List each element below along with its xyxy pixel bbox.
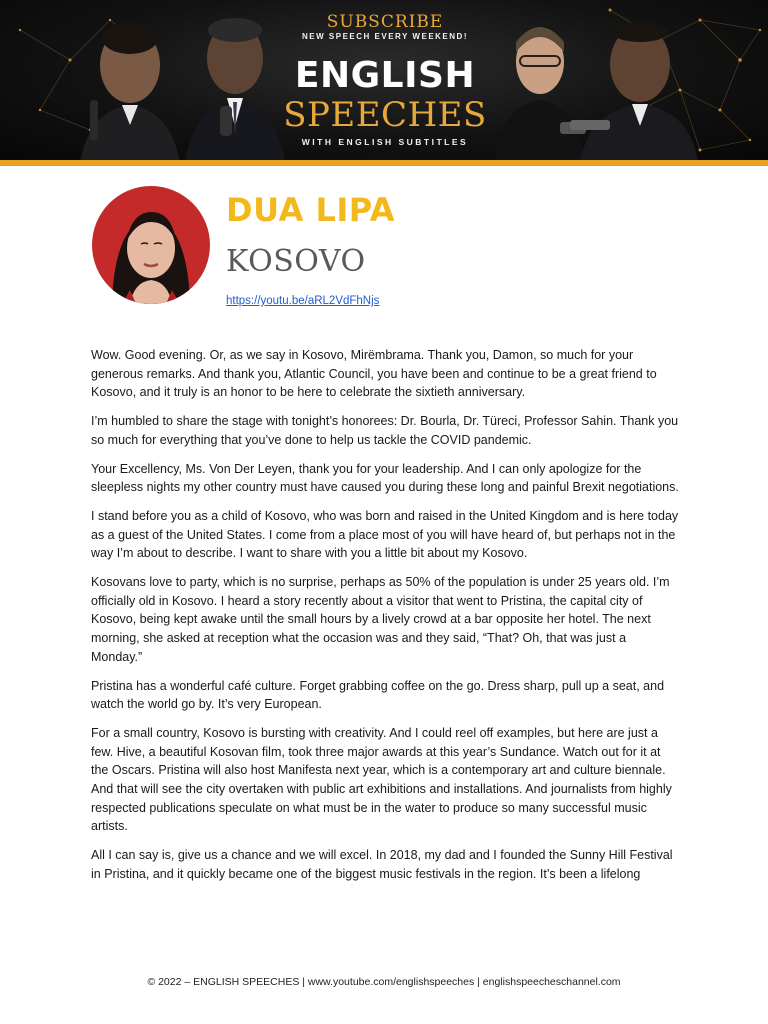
paragraph: I stand before you as a child of Kosovo, who was born and raised in the United Kingdom and is here today as a guest of the United States. I come from a place most of you will have heard of, but perhaps not in the way I’m about to describe. I want to share with you a little bit about my Kosovo.: [91, 508, 679, 561]
paragraph: For a small country, Kosovo is bursting with creativity. And I could reel off examples, but here are just a few. Hive, a beautiful Kosovan film, took three major awards at this year’s Sundance. Watch out for it at the Oscars. Pristina will also host Manifesta next year, which is a contemporary art and culture biennale. And that will see the city overtaken with public art exhibitions and installations. And journalists from highly respected publications speculate on what must be in the water to produce so many successful music artists.: [91, 725, 672, 834]
video-link[interactable]: https://youtu.be/aRL2VdFhNjs: [226, 295, 380, 307]
tagline: NEW SPEECH EVERY WEEKEND!: [302, 32, 468, 41]
paragraph: All I can say is, give us a chance and we will excel. In 2018, my dad and I founded the Sunny Hill Festival in Pristina, and it quickly became one of the biggest music festivals in the region. It’s been a lifelong: [91, 848, 673, 881]
brand-title-line2: SPEECHES: [283, 95, 487, 135]
paragraph: Kosovans love to party, which is no surprise, perhaps as 50% of the population is under 25 years old. I’m officially old in Kosovo. I heard a story recently about a visitor that went to Pristina, the capital city of Kosovo, being kept awake until the small hours by a lively crowd at a bar opposite her hotel. The next morning, she asked at reception what the occasion was and they said, “That? Oh, that was just a Monday.”: [91, 575, 670, 664]
paragraph: Wow. Good evening. Or, as we say in Kosovo, Mirëmbrama. Thank you, Damon, so much for your generous remarks. And thank you, Atlantic Council, you have been and continue to be a great friend to Kosovo, and it truly is an honor to be here to celebrate the sixtieth anniversary.: [91, 348, 657, 400]
paragraph: I’m humbled to share the stage with tonight’s honorees: Dr. Bourla, Dr. Türeci, Professor Sahin. Thank you so much for everything that you’ve done to help us tackle the COVID pandemic.: [91, 414, 679, 447]
paragraph: Your Excellency, Ms. Von Der Leyen, thank you for your leadership. And I can only apologize for the sleepless nights my other country must have caused you during these long and painful Brexit negotiations.: [91, 461, 679, 495]
subscribe-text[interactable]: SUBSCRIBE: [326, 12, 444, 32]
brand-subtitle: WITH ENGLISH SUBTITLES: [301, 137, 469, 147]
paragraph: Pristina has a wonderful café culture. Forget grabbing coffee on the go. Dress sharp, pull up a seat, and watch the world go by. It’s very European.: [91, 678, 665, 712]
speech-transcript: [91, 346, 679, 894]
header-banner: [0, 0, 768, 162]
speech-title: KOSOVO: [226, 244, 366, 279]
speaker-avatar: [92, 186, 210, 304]
speaker-name: DUA LIPA: [226, 191, 396, 229]
speaker-portrait-left: [70, 10, 190, 162]
page-footer: © 2022 – ENGLISH SPEECHES | www.youtube.com/englishspeeches | englishspeecheschannel.com: [147, 976, 621, 988]
speaker-portrait-center-left: [180, 6, 290, 162]
brand-block: [280, 12, 490, 148]
speaker-portrait-right: [570, 8, 700, 162]
banner-accent-stripe: [0, 160, 768, 166]
brand-title-line1: ENGLISH: [294, 55, 476, 96]
